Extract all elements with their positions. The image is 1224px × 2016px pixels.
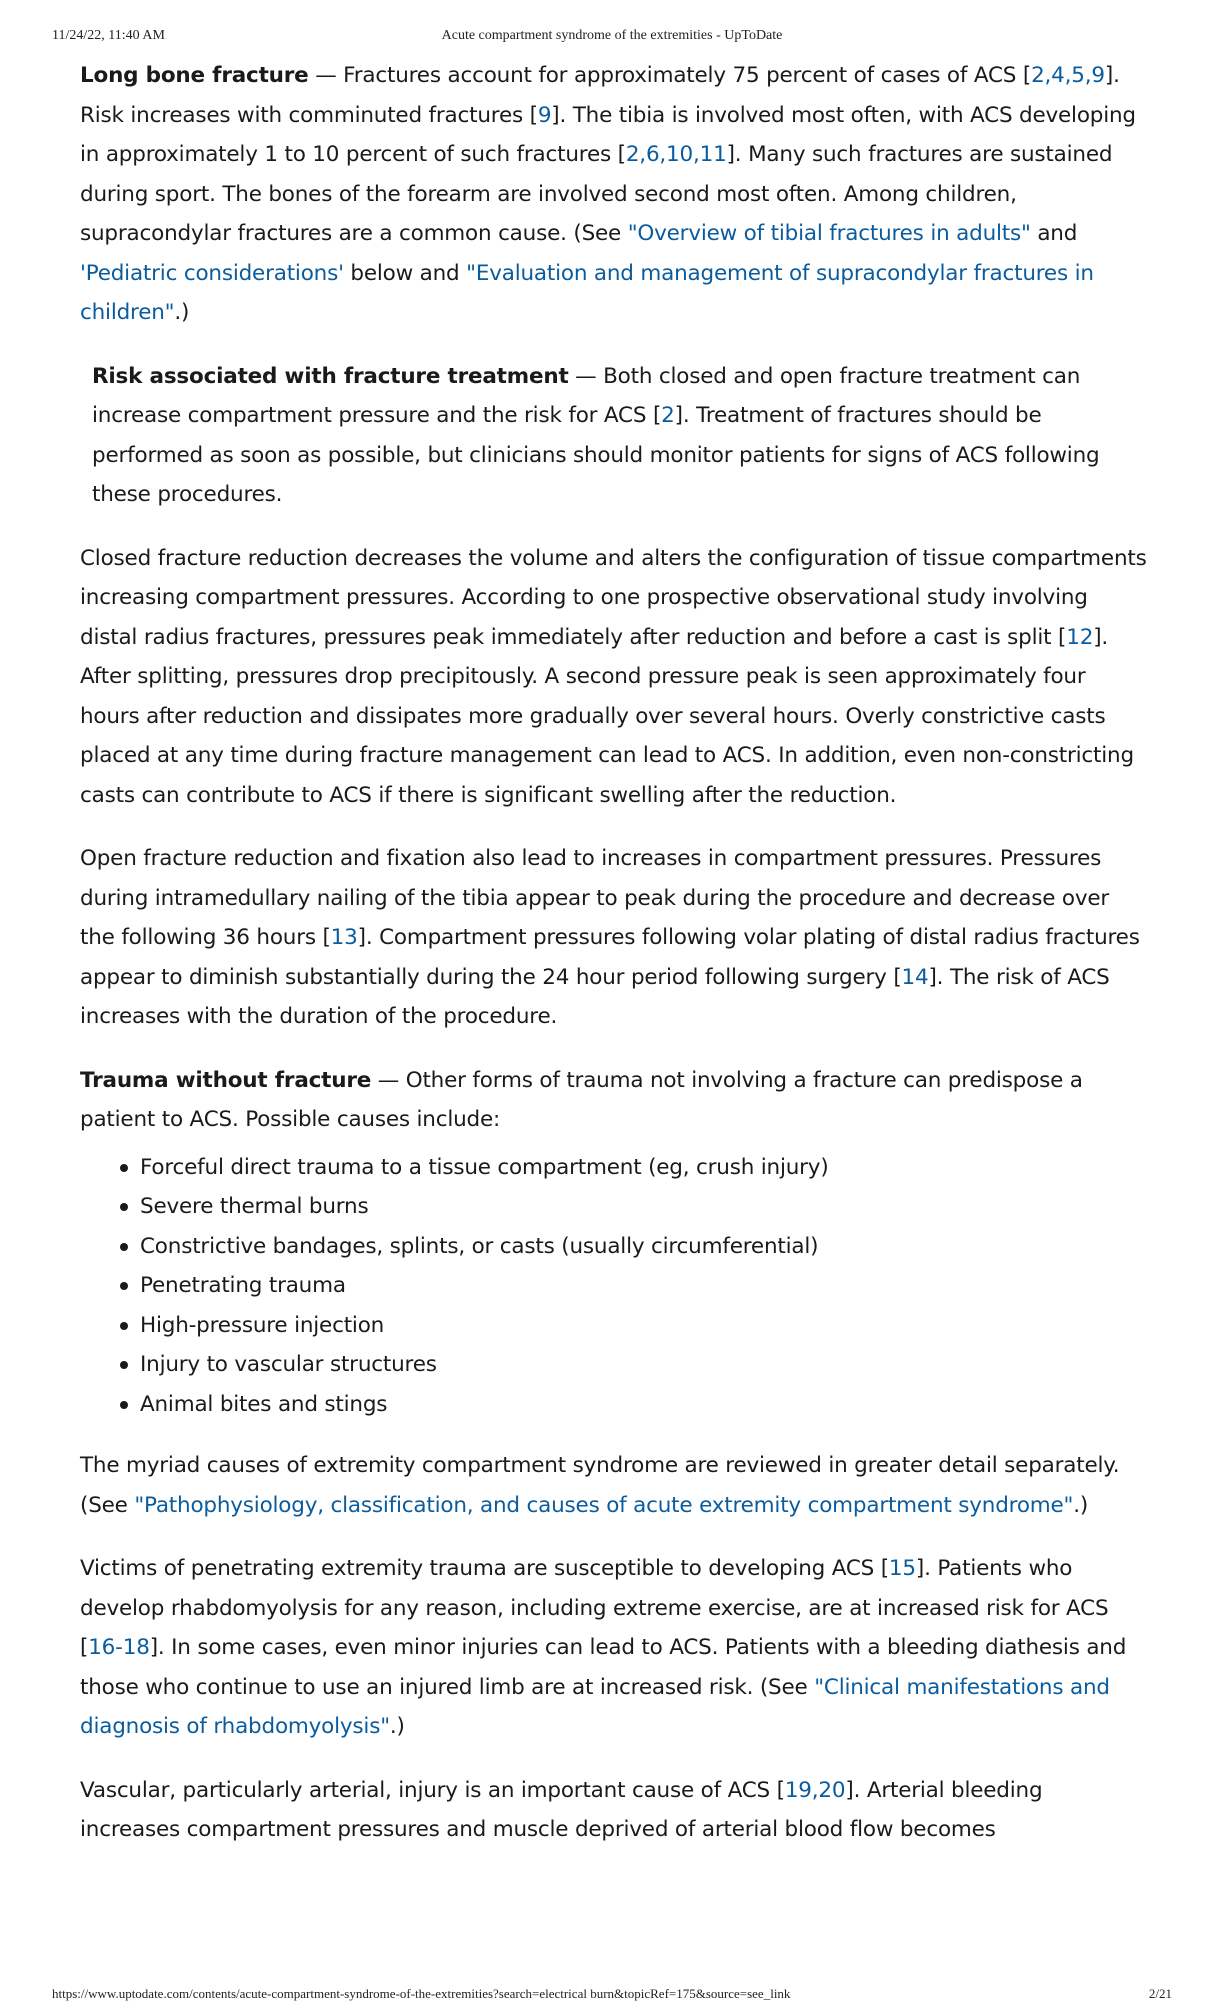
text: .) bbox=[389, 1714, 405, 1739]
text: The myriad causes of extremity compartment syndrome are reviewed in greater detail separately. (See bbox=[80, 1453, 1120, 1518]
text: ]. The tibia is involved most often, with ACS developing in approximately 1 to 10 percent of such fractures [ bbox=[80, 102, 1136, 167]
text: ]. Treatment of fractures should be performed as soon as possible, but clinicians should monitor patients for signs of ACS following these procedures. bbox=[92, 403, 1100, 507]
reference-link[interactable]: 14 bbox=[901, 964, 929, 990]
print-datetime: 11/24/22, 11:40 AM bbox=[52, 28, 165, 43]
text: ]. Many such fractures are sustained during sport. The bones of the forearm are involved second most often. Among children, supracondylar fractures are a common cause. (See bbox=[80, 142, 1113, 246]
text: ]. Arterial bleeding increases compartment pressures and muscle deprived of arterial blood flow becomes bbox=[80, 1777, 1043, 1842]
list-item: High-pressure injection bbox=[140, 1306, 1148, 1346]
reference-link[interactable]: 13 bbox=[330, 925, 358, 950]
list-item: Severe thermal burns bbox=[140, 1187, 1148, 1227]
reference-link[interactable]: 9 bbox=[537, 102, 552, 128]
text: — Other forms of trauma not involving a fracture can predispose a patient to ACS. Possible causes include: bbox=[80, 1067, 1083, 1132]
reference-link[interactable]: 2,6,10,11 bbox=[625, 142, 727, 167]
causes-list bbox=[80, 1148, 1148, 1425]
reference-link[interactable]: 15 bbox=[888, 1556, 916, 1581]
text: Closed fracture reduction decreases the volume and alters the configuration of tissue compartments increasing compartment pressures. According to one prospective observational study involving distal radius fractures, pressures peak immediately after reduction and before a cast is split [ bbox=[80, 545, 1147, 650]
text: .) bbox=[174, 300, 190, 325]
section-heading: Long bone fracture bbox=[80, 63, 309, 88]
paragraph-open-reduction bbox=[80, 839, 1148, 1037]
list-item: Penetrating trauma bbox=[140, 1266, 1148, 1306]
text: ]. The risk of ACS increases with the duration of the procedure. bbox=[80, 964, 1110, 1029]
text: — Both closed and open fracture treatment can increase compartment pressure and the risk for ACS [ bbox=[92, 363, 1081, 428]
topic-link[interactable]: "Clinical manifestations and diagnosis of rhabdomyolysis" bbox=[80, 1674, 1110, 1739]
text: .) bbox=[1073, 1492, 1089, 1518]
paragraph-closed-reduction bbox=[80, 539, 1148, 816]
article-body bbox=[80, 56, 1148, 1874]
reference-link[interactable]: 2,4,5,9 bbox=[1031, 63, 1105, 88]
text: below and bbox=[343, 260, 467, 286]
reference-link[interactable]: 19,20 bbox=[784, 1777, 846, 1803]
text: ]. Risk increases with comminuted fractures [ bbox=[80, 63, 1120, 128]
reference-link[interactable]: 16-18 bbox=[88, 1635, 150, 1660]
topic-link[interactable]: "Pathophysiology, classification, and causes of acute extremity compartment syndrome" bbox=[134, 1492, 1074, 1518]
section-link[interactable]: 'Pediatric considerations' bbox=[80, 260, 344, 286]
list-item: Forceful direct trauma to a tissue compartment (eg, crush injury) bbox=[140, 1148, 1148, 1188]
topic-link[interactable]: "Overview of tibial fractures in adults" bbox=[627, 221, 1031, 246]
text: and bbox=[1030, 221, 1078, 246]
print-url: https://www.uptodate.com/contents/acute-compartment-syndrome-of-the-extremities?search=electrical burn&topicRef=175&source=see_link bbox=[52, 1986, 791, 2001]
print-footer bbox=[52, 1986, 1172, 2006]
page-number: 2/21 bbox=[1148, 1986, 1172, 2001]
topic-link[interactable]: "Evaluation and management of supracondylar fractures in children" bbox=[80, 260, 1094, 325]
list-item: Constrictive bandages, splints, or casts (usually circumferential) bbox=[140, 1227, 1148, 1267]
section-heading: Risk associated with fracture treatment bbox=[92, 363, 569, 389]
text: — Fractures account for approximately 75 percent of cases of ACS [ bbox=[308, 63, 1032, 88]
print-page-title: Acute compartment syndrome of the extremities - UpToDate bbox=[441, 28, 783, 43]
text: Open fracture reduction and fixation also lead to increases in compartment pressures. Pressures during intramedullary nailing of the tibia appear to peak during the procedure and decrease over the following 36 hours [ bbox=[80, 846, 1110, 950]
list-item: Animal bites and stings bbox=[140, 1385, 1148, 1425]
paragraph-penetrating-trauma bbox=[80, 1549, 1148, 1747]
reference-link[interactable]: 2 bbox=[661, 403, 675, 428]
reference-link[interactable]: 12 bbox=[1066, 624, 1094, 650]
text: ]. After splitting, pressures drop precipitously. A second pressure peak is seen approximately four hours after reduction and dissipates more gradually over several hours. Overly constrictive casts placed at any time during fracture management can lead to ACS. In addition, even non-constricting casts can contribute to ACS if there is significant swelling after the reduction. bbox=[80, 624, 1134, 808]
paragraph-vascular-injury bbox=[80, 1771, 1148, 1850]
section-heading: Trauma without fracture bbox=[80, 1067, 372, 1093]
text: Victims of penetrating extremity trauma are susceptible to developing ACS [ bbox=[80, 1556, 889, 1581]
text: ]. In some cases, even minor injuries can lead to ACS. Patients with a bleeding diathesis and those who continue to use an injured limb are at increased risk. (See bbox=[80, 1635, 1127, 1700]
paragraph-fracture-treatment-risk bbox=[80, 357, 1148, 515]
paragraph-long-bone-fracture bbox=[80, 56, 1148, 333]
print-header bbox=[52, 28, 1172, 48]
paragraph-myriad-causes bbox=[80, 1446, 1148, 1525]
text: Vascular, particularly arterial, injury is an important cause of ACS [ bbox=[80, 1777, 785, 1803]
text: ]. Patients who develop rhabdomyolysis for any reason, including extreme exercise, are at increased risk for ACS [ bbox=[80, 1556, 1109, 1660]
list-item: Injury to vascular structures bbox=[140, 1345, 1148, 1385]
text: ]. Compartment pressures following volar plating of distal radius fractures appear to diminish substantially during the 24 hour period following surgery [ bbox=[80, 925, 1140, 990]
paragraph-trauma-without-fracture bbox=[80, 1061, 1148, 1140]
